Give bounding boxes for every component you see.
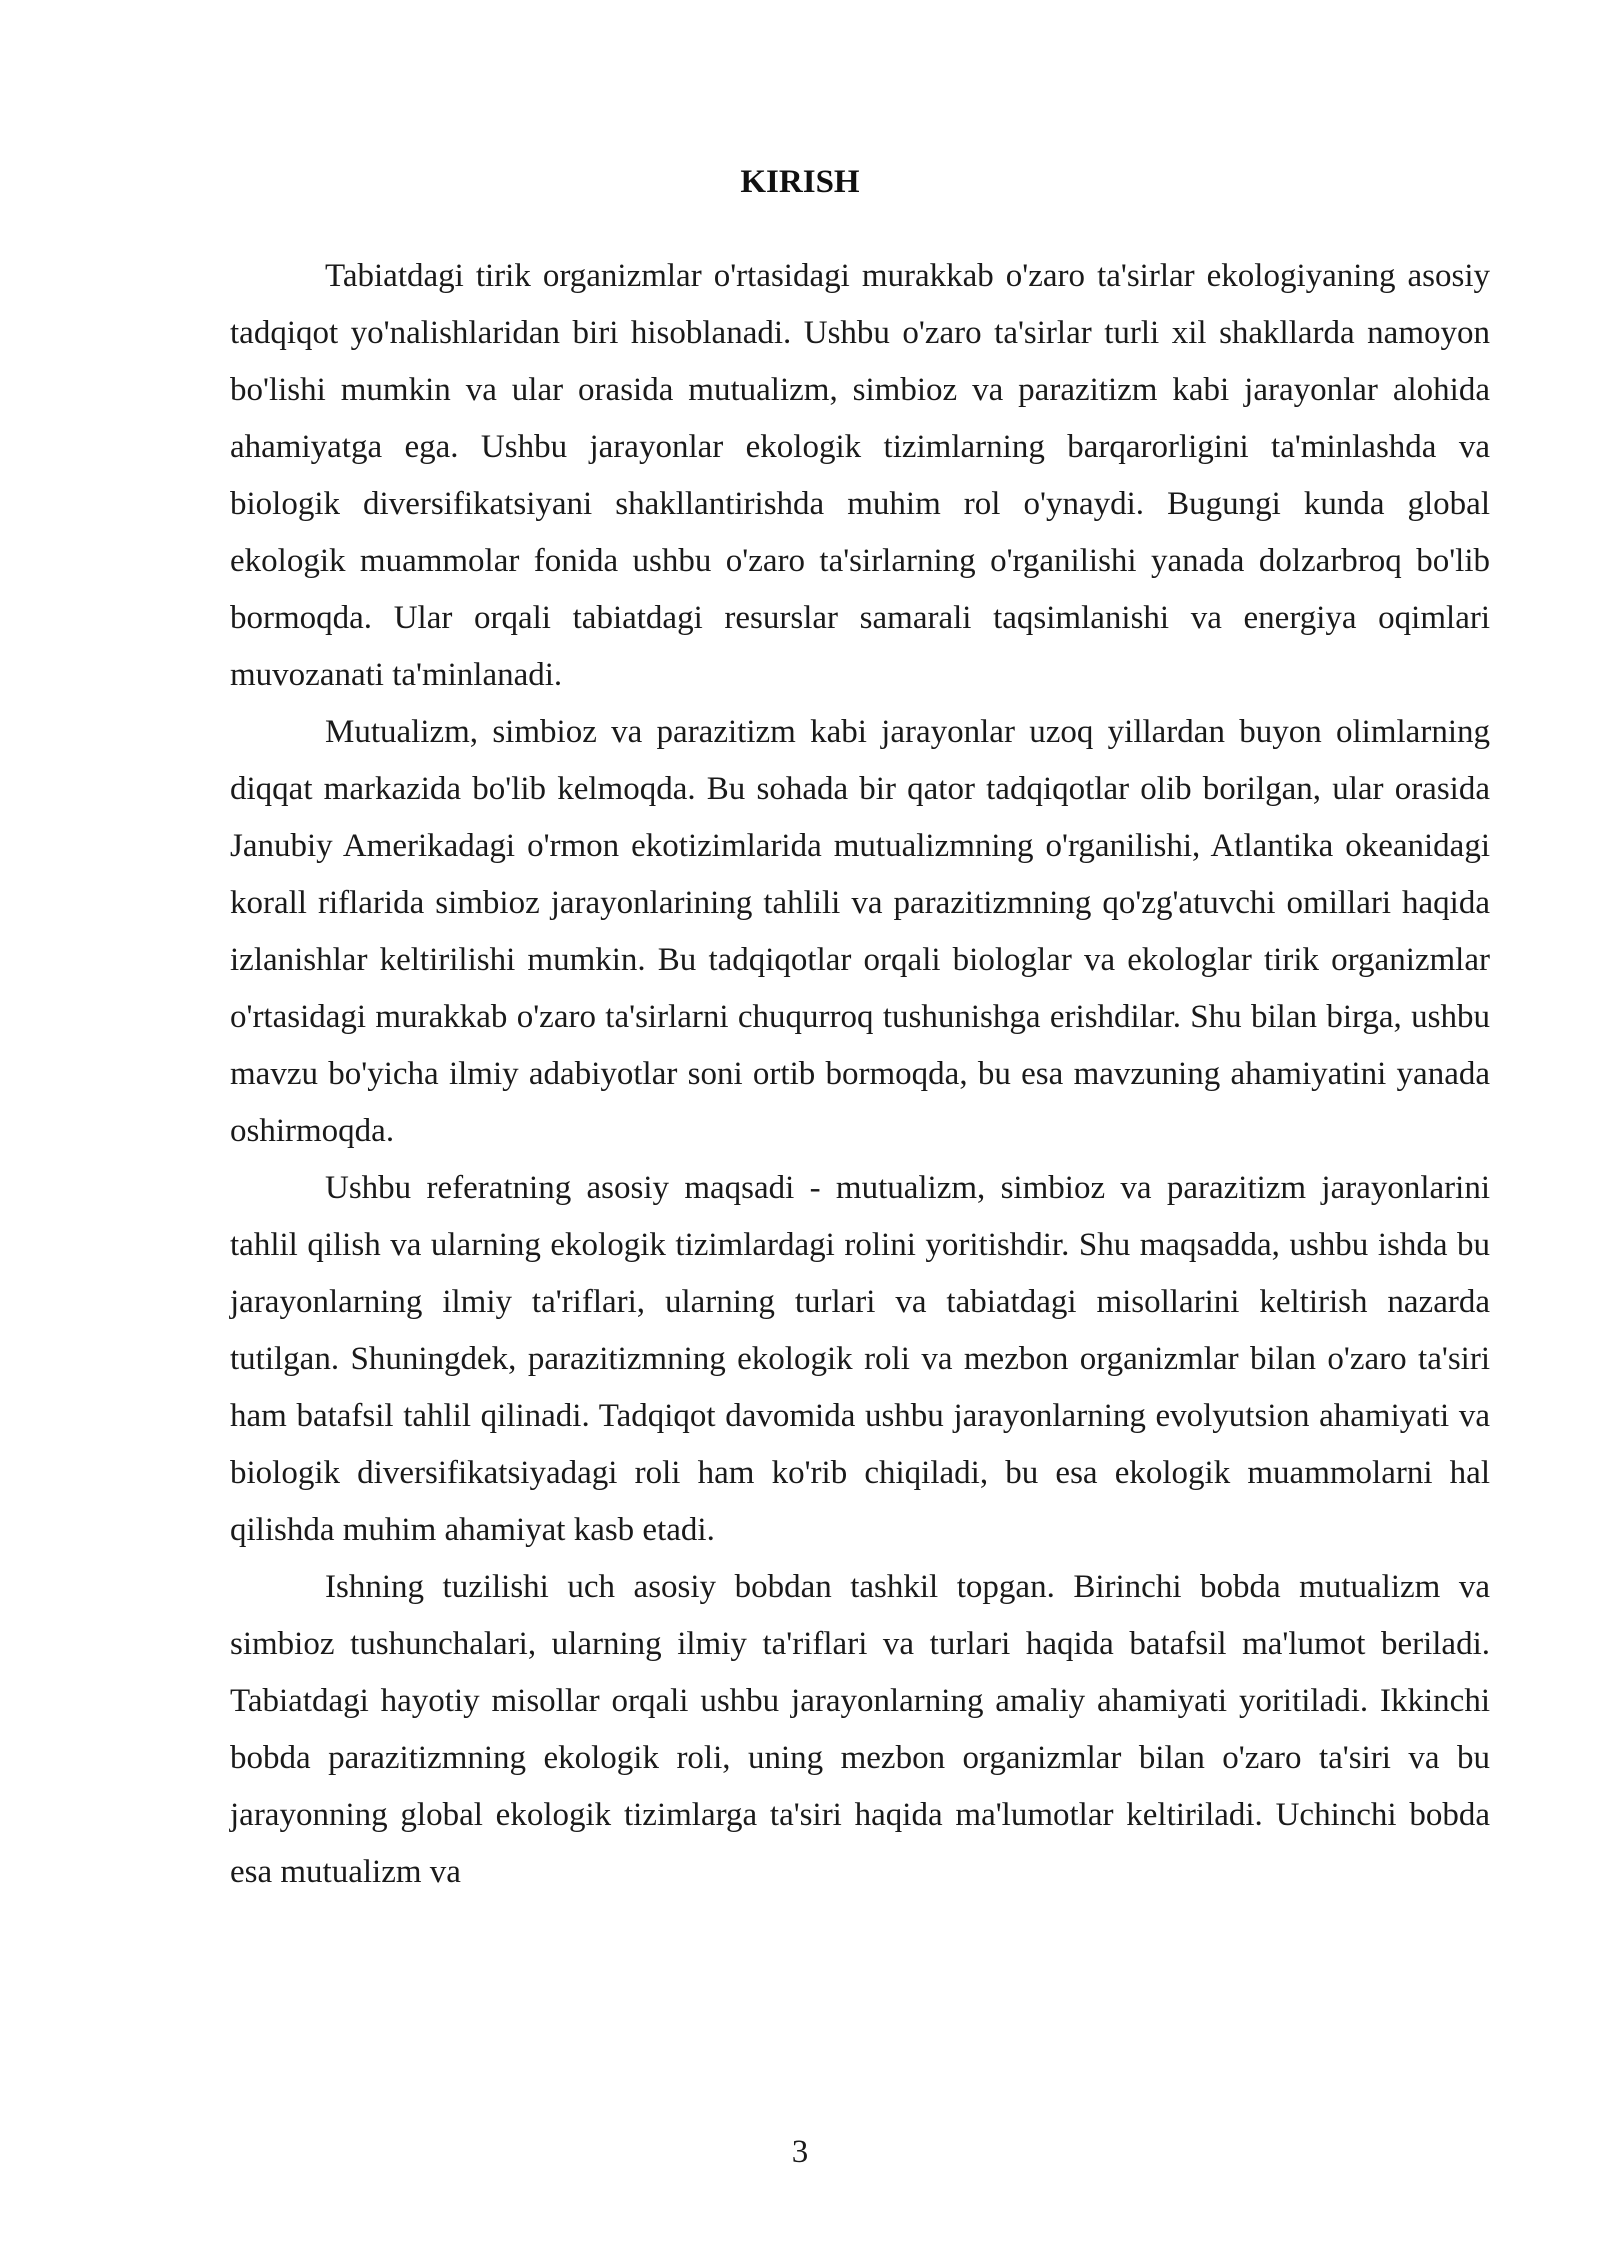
paragraph-1: Tabiatdagi tirik organizmlar o'rtasidagi murakkab o'zaro ta'sirlar ekologiyaning asosiy tadqiqot yo'nalishlaridan biri hisoblanadi. Ushbu o'zaro ta'sirlar turli xil shakllarda namoyon bo'lishi mumkin va ular orasida mutualizm, simbioz va parazitizm kabi jarayonlar alohida ahamiyatga ega. Ushbu jarayonlar ekologik tizimlarning barqarorligini ta'minlashda va biologik diversifikatsiyani shakllantirishda muhim rol o'ynaydi. Bugungi kunda global ekologik muammolar fonida ushbu o'zaro ta'sirlarning o'rganilishi yanada dolzarbroq bo'lib bormoqda. Ular orqali tabiatdagi resurslar samarali taqsimlanishi va energiya oqimlari muvozanati ta'minlanadi. bbox=[230, 258, 1490, 693]
paragraph-3: Ushbu referatning asosiy maqsadi - mutualizm, simbioz va parazitizm jarayonlarini tahlil qilish va ularning ekologik tizimlardagi rolini yoritishdir. Shu maqsadda, ushbu ishda bu jarayonlarning ilmiy ta'riflari, ularning turlari va tabiatdagi misollarini keltirish nazarda tutilgan. Shuningdek, parazitizmning ekologik roli va mezbon organizmlar bilan o'zaro ta'siri ham batafsil tahlil qilinadi. Tadqiqot davomida ushbu jarayonlarning evolyutsion ahamiyati va biologik diversifikatsiyadagi roli ham ko'rib chiqiladi, bu esa ekologik muammolarni hal qilishda muhim ahamiyat kasb etadi. bbox=[230, 1170, 1490, 1548]
document-body bbox=[230, 248, 1490, 1901]
paragraph-2: Mutualizm, simbioz va parazitizm kabi jarayonlar uzoq yillardan buyon olimlarning diqqat markazida bo'lib kelmoqda. Bu sohada bir qator tadqiqotlar olib borilgan, ular orasida Janubiy Amerikadagi o'rmon ekotizimlarida mutualizmning o'rganilishi, Atlantika okeanidagi korall riflarida simbioz jarayonlarining tahlili va parazitizmning qo'zg'atuvchi omillari haqida izlanishlar keltirilishi mumkin. Bu tadqiqotlar orqali biologlar va ekologlar tirik organizmlar o'rtasidagi murakkab o'zaro ta'sirlarni chuqurroq tushunishga erishdilar. Shu bilan birga, ushbu mavzu bo'yicha ilmiy adabiyotlar soni ortib bormoqda, bu esa mavzuning ahamiyatini yanada oshirmoqda. bbox=[230, 714, 1490, 1149]
page-number: 3 bbox=[791, 2134, 809, 2170]
paragraph-4: Ishning tuzilishi uch asosiy bobdan tashkil topgan. Birinchi bobda mutualizm va simbioz tushunchalari, ularning ilmiy ta'riflari va turlari haqida batafsil ma'lumot beriladi. Tabiatdagi hayotiy misollar orqali ushbu jarayonlarning amaliy ahamiyati yoritiladi. Ikkinchi bobda parazitizmning ekologik roli, uning mezbon organizmlar bilan o'zaro ta'siri va bu jarayonning global ekologik tizimlarga ta'siri haqida ma'lumotlar keltiriladi. Uchinchi bobda esa mutualizm va bbox=[230, 1569, 1490, 1890]
page-title: KIRISH bbox=[740, 164, 860, 200]
